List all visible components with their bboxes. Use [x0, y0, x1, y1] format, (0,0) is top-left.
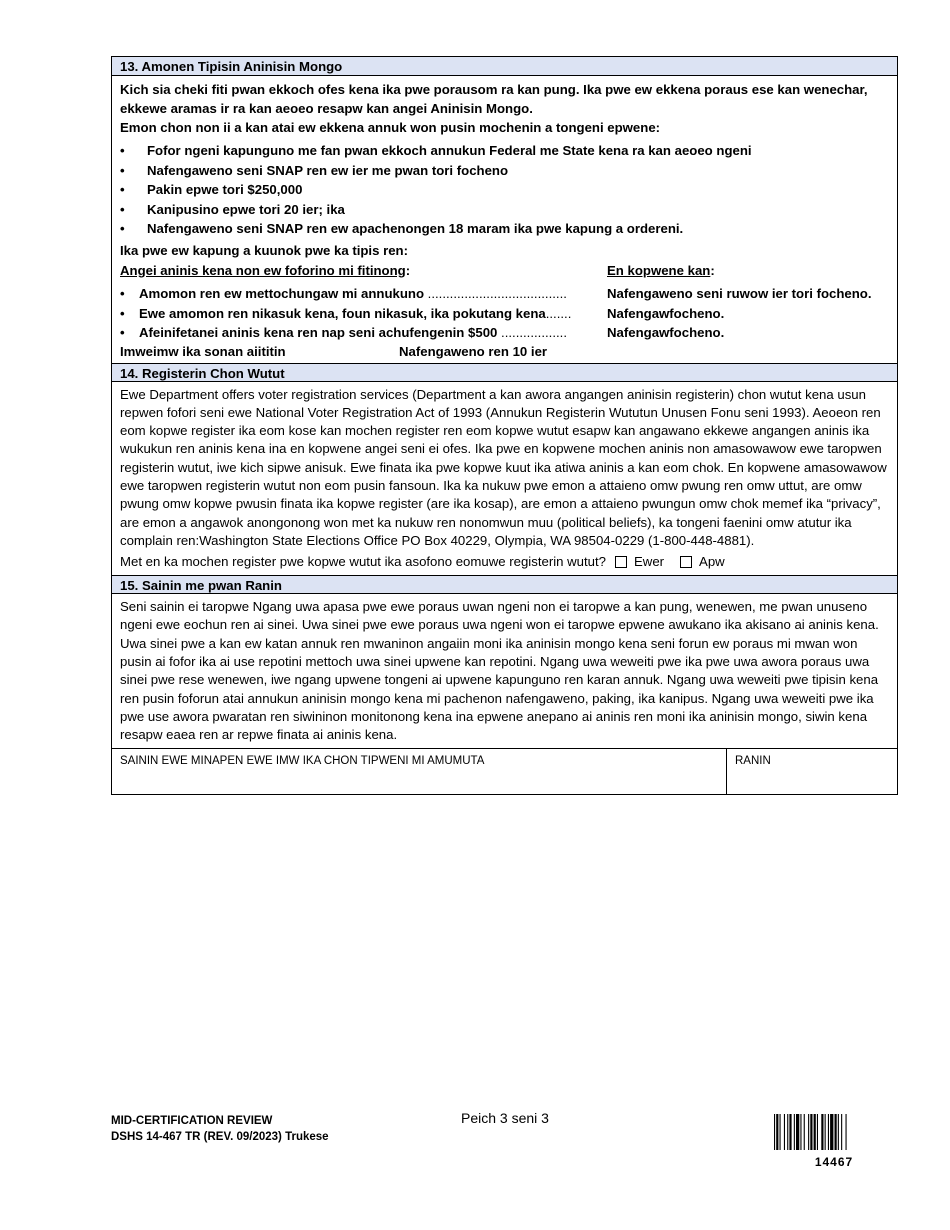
barcode-bar — [835, 1114, 837, 1150]
penalty-row — [120, 284, 889, 304]
form-number: DSHS 14-467 TR (REV. 09/2023) Trukese — [111, 1131, 329, 1143]
penalty-row-value: Nafengaweno ren 10 ier — [399, 343, 548, 359]
section-13-header — [112, 57, 897, 76]
section-15-header — [112, 575, 897, 594]
list-item: • Fofor ngeni kapunguno me fan pwan ekkoch annukun Federal me State kena ra kan aeoeo ngeni — [120, 141, 889, 161]
footer-form-info — [111, 1113, 329, 1145]
barcode-bar — [784, 1114, 785, 1150]
col1-header: Angei aninis kena non ew foforino mi fitinong — [120, 262, 406, 278]
signature-field[interactable] — [112, 749, 727, 794]
barcode-bar — [817, 1114, 818, 1150]
list-item: • Nafengaweno seni SNAP ren ew apachenongen 18 maram ika pwe kapung a ordereni. — [120, 219, 889, 239]
yes-label: Ewer — [634, 554, 665, 570]
penalty-row-label: Ewe amomon ren nikasuk kena, foun nikasuk, ika pokutang kena — [139, 305, 546, 321]
barcode-icon — [774, 1114, 884, 1150]
barcode-bar — [780, 1114, 781, 1150]
barcode-bar — [794, 1114, 795, 1150]
signature-row — [112, 748, 897, 794]
col2-colon: : — [710, 262, 715, 278]
barcode-bar — [810, 1114, 812, 1150]
section-14-body — [112, 382, 897, 576]
signature-label: SAININ EWE MINAPEN EWE IMW IKA CHON TIPWENI MI AMUMUTA — [120, 754, 485, 767]
barcode-bar — [776, 1114, 778, 1150]
penalty-row-value: Nafengawfocheno. — [607, 325, 725, 340]
penalty-list — [120, 141, 889, 239]
barcode-bar — [808, 1114, 809, 1150]
page-number: Peich 3 seni 3 — [461, 1110, 549, 1126]
penalty-row-label: Amomon ren ew mettochungaw mi annukuno — [139, 286, 425, 301]
form-page — [111, 56, 898, 795]
list-item: • Nafengaweno seni SNAP ren ew ier me pwan tori focheno — [120, 161, 889, 181]
barcode-bar — [821, 1114, 823, 1150]
date-field[interactable] — [727, 749, 897, 794]
no-checkbox[interactable] — [680, 556, 692, 568]
section-13-lead: Ika pwe ew kapung a kuunok pwe ka tipis ren: — [120, 242, 409, 258]
penalty-row-label: Imweimw ika sonan aiititin — [120, 343, 286, 359]
leader-dots: ...................................... — [424, 286, 567, 301]
barcode-bar — [814, 1114, 816, 1150]
yes-checkbox[interactable] — [615, 556, 627, 568]
col2-header: En kopwene kan — [607, 262, 711, 278]
section-13-intro-2: Emon chon non ii a kan atai ew ekkena annuk won pusin mochenin a tongeni epwene: — [120, 120, 661, 135]
section-14-header — [112, 363, 897, 382]
barcode-bar — [804, 1114, 805, 1150]
section-13-body — [112, 76, 897, 363]
barcode-bar — [830, 1114, 833, 1150]
register-question: Met en ka mochen register pwe kopwe wutut ika asofono eomuwe registerin wutut? — [120, 554, 606, 570]
penalty-row — [120, 304, 889, 324]
barcode-bar — [787, 1114, 788, 1150]
penalty-row-label: Afeinifetanei aninis kena ren nap seni achufengenin $500 — [139, 325, 498, 340]
barcode-bar — [825, 1114, 826, 1150]
barcode-bar — [796, 1114, 799, 1150]
penalty-row-last — [120, 343, 889, 360]
register-question-line — [120, 552, 889, 572]
barcode-bar — [800, 1114, 801, 1150]
barcode-bar — [828, 1114, 829, 1150]
leader-dots: .................. — [497, 325, 567, 340]
penalty-row — [120, 323, 889, 343]
section-14-title: 14. Registerin Chon Wutut — [120, 365, 285, 381]
barcode-bar — [846, 1114, 847, 1150]
voter-registration-text: Ewe Department offers voter registration services (Department a kan awora angangen aninisin registerin) chon wutut kena usun repwen fofori seni ewe National Voter Registration Act of 1993 (Annukun Registerin Wututun Unusen Fonu seni 1993). Aeoeon ren eom kopwe register ika eom kose kan mochen register ren eom kopwe wutut esapw kan angawano ekkewe angangen aninis ika wukukun ren aninis kena ina en kopwene angei seni ei ofes. Ika pwe en kopwene mochen aninis non amasowawow ewe taropwen registerin wutut, iwe kich sipwe anisuk. Ewe finata ika pwe kopwe kuut ika atiwa aninis a kan eom chok. En kopwene amasowawow ewe taropwen registerin wutut non eom pusin fansoun. Ika ka nukuw pwe emon a attaieno omw pwung ren omw uttut, are omw pwung omw kopwe pwusin finata ika kopwe register (are ika kosap), are emon a attaieno pwungun omw chok memef ika “privacy”, are emon a angawok anongonong won met ka nukuw ren nonomwun muu (political beliefs), ka tongeni faenini omw atutur ika complain ren:Washington State Elections Office PO Box 40229, Olympia, WA 98504-0229 (1-800-448-4881). — [120, 386, 887, 548]
col1-colon: : — [405, 262, 411, 278]
section-13-intro: Kich sia cheki fiti pwan ekkoch ofes kena ika pwe porausom ra kan pung. Ika pwe ew ekkena poraus ese kan wenechar, ekkewe aramas ir ra kan aeoeo resapw kan angei Aninisin Mongo. — [120, 82, 868, 116]
no-label: Apw — [699, 554, 725, 570]
date-label: RANIN — [735, 754, 771, 767]
attestation-text: Seni sainin ei taropwe Ngang uwa apasa pwe ewe poraus uwan ngeni non ei taropwe a kan pung, wenewen, me pwan unuseno ngeni ewe eochun ren ai sinei. Uwa sinei pwe ewe poraus uwa ngeni won ei taropwe epwene awukano ika akisano ai aninis kena. Uwa sinei pwe a kan ew katan annuk ren mwaninon angaiin moni ika aninisin mongo kena seni forun ew poraus mi mwan won pusin ai fofor ika ai use repotini mettoch uwa sinei upwene kan repotini. Ngang uwa weweiti pwe ika pwe uwa awora poraus uwa sinei pwe rese wenewen, iwe ngang upwene tongeni ai upwene kapunguno ren karan annuk. Ngang uwa weweiti pwe tipisin kena ren pusin foforun atai annukun aninisin mongo kena mi pachenon nafengaweno, paking, ika kanipus. Ngang uwa weweiti pwe ika pwe use awora pwaratan ren siwininon monitonong kena ina epwene anepano ai aninis ren moni ika aninisin mongo, siwin kena resapw eaea ren ar repwe finata ai aninis kena. — [120, 599, 879, 743]
section-15-body — [112, 594, 897, 747]
form-name: MID-CERTIFICATION REVIEW — [111, 1115, 273, 1127]
penalty-row-value: Nafengawfocheno. — [607, 305, 725, 321]
list-item: • Kanipusino epwe tori 20 ier; ika — [120, 200, 889, 220]
penalty-table-header — [120, 261, 889, 281]
section-15-title: 15. Sainin me pwan Ranin — [120, 578, 282, 594]
barcode-bar — [789, 1114, 791, 1150]
barcode-bar — [841, 1114, 842, 1150]
barcode-bar — [774, 1114, 775, 1150]
barcode-number: 14467 — [814, 1155, 854, 1169]
penalty-row-value: Nafengaweno seni ruwow ier tori focheno. — [607, 286, 872, 301]
section-13-title: 13. Amonen Tipisin Aninisin Mongo — [120, 59, 343, 74]
barcode-bar — [838, 1114, 839, 1150]
list-item: • Pakin epwe tori $250,000 — [120, 180, 889, 200]
leader-dots: ....... — [545, 305, 572, 321]
